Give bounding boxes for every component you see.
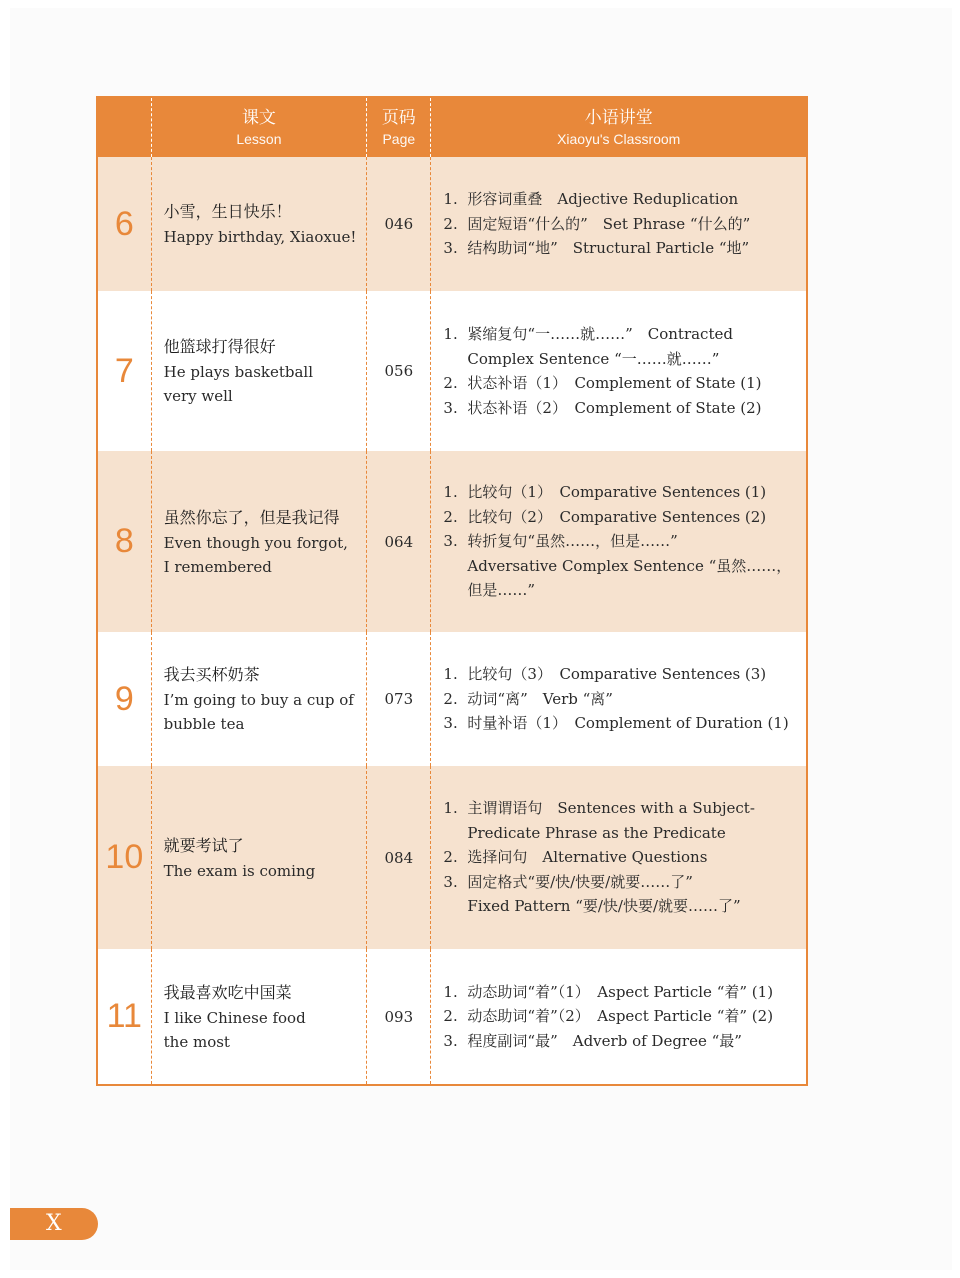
lesson-title-en: Happy birthday, Xiaoxue! <box>163 228 357 246</box>
topic-text: 选择问句 Alternative Questions <box>467 848 708 867</box>
lesson-number: 6 <box>114 204 134 243</box>
lesson-title-zh: 小雪，生日快乐！ <box>163 202 292 221</box>
classroom-topic-item <box>443 371 806 396</box>
classroom-topic-item <box>443 236 806 261</box>
lesson-title-cell <box>151 949 367 1085</box>
classroom-topic-item <box>443 687 806 712</box>
topic-text: 转折复句“虽然……，但是……” Adversative Complex Sentence “虽然……， 但是……” <box>467 532 792 600</box>
header-classroom <box>431 97 807 157</box>
topic-text: 主谓谓语句 Sentences with a Subject- Predicate Phrase as the Predicate <box>467 799 755 842</box>
topic-text: 形容词重叠 Adjective Reduplication <box>467 190 739 209</box>
topic-text: 固定短语“什么的” Set Phrase “什么的” <box>467 214 751 233</box>
classroom-topic-item <box>443 322 806 371</box>
topic-index: 1. <box>443 982 458 1001</box>
classroom-topics-cell <box>431 766 807 949</box>
classroom-topic-item <box>443 662 806 687</box>
lesson-number: 11 <box>106 997 142 1035</box>
lesson-row <box>97 766 807 949</box>
topic-text: 时量补语（1） Complement of Duration (1) <box>467 714 789 733</box>
classroom-topic-list <box>443 187 806 261</box>
header-lesson <box>151 97 367 157</box>
lesson-row <box>97 632 807 766</box>
classroom-topic-item <box>443 796 806 845</box>
lesson-page-number: 064 <box>367 451 431 632</box>
lesson-row <box>97 949 807 1085</box>
header-classroom-en: Xiaoyu's Classroom <box>557 130 681 147</box>
lesson-row <box>97 291 807 451</box>
classroom-topic-item <box>443 870 806 919</box>
topic-text: 状态补语（2） Complement of State (2) <box>467 398 762 417</box>
topic-text: 动词“离” Verb “离” <box>467 689 613 708</box>
lesson-page-number: 084 <box>367 766 431 949</box>
classroom-topic-item <box>443 212 806 237</box>
lesson-title-en: Even though you forgot, I remembered <box>163 533 348 576</box>
lesson-title-en: The exam is coming <box>163 861 316 880</box>
lesson-title-en: He plays basketball very well <box>163 363 314 405</box>
lesson-title-zh: 我最喜欢吃中国菜 <box>163 982 292 1002</box>
classroom-topic-item <box>443 1004 806 1029</box>
classroom-topics-cell <box>431 632 807 766</box>
topic-index: 3. <box>443 1031 458 1050</box>
topic-index: 3. <box>443 714 458 733</box>
topic-index: 2. <box>443 689 458 708</box>
classroom-topic-item <box>443 845 806 870</box>
topic-index: 3. <box>443 872 458 891</box>
topic-index: 1. <box>443 665 458 684</box>
classroom-topic-item <box>443 1029 806 1054</box>
topic-text: 程度副词“最” Adverb of Degree “最” <box>467 1031 742 1050</box>
topic-index: 1. <box>443 483 458 502</box>
classroom-topics-cell <box>431 949 807 1085</box>
classroom-topic-list <box>443 662 806 736</box>
lesson-number: 8 <box>114 522 134 560</box>
lesson-title-zh: 就要考试了 <box>163 835 244 855</box>
classroom-topic-item <box>443 505 806 530</box>
lesson-title-cell <box>151 451 367 632</box>
lesson-title-cell <box>151 632 367 766</box>
topic-index: 2. <box>443 374 458 392</box>
lesson-title-en: I like Chinese food the most <box>163 1008 306 1051</box>
topic-index: 1. <box>443 799 458 818</box>
lesson-number: 9 <box>114 679 134 718</box>
lesson-title-cell <box>151 766 367 949</box>
classroom-topic-item <box>443 980 806 1005</box>
header-lesson-zh: 课文 <box>241 107 276 128</box>
topic-text: 固定格式“要/快/快要/就要……了” Fixed Pattern “要/快/快要/就要……了” <box>467 872 741 916</box>
topic-text: 紧缩复句“一……就……” Contracted Complex Sentence “一……就……” <box>467 325 733 368</box>
topic-index: 3. <box>443 398 458 417</box>
header-classroom-zh: 小语讲堂 <box>584 107 653 128</box>
lesson-page-number: 046 <box>367 157 431 291</box>
topic-index: 1. <box>443 190 458 209</box>
header-page <box>367 97 431 157</box>
classroom-topic-list <box>443 322 806 420</box>
topic-index: 1. <box>443 325 458 343</box>
classroom-topics-cell <box>431 451 807 632</box>
lesson-number: 7 <box>114 351 134 390</box>
classroom-topics-cell <box>431 291 807 451</box>
topic-index: 3. <box>443 239 458 258</box>
page-number-badge: X <box>10 1208 98 1240</box>
topic-text: 状态补语（1） Complement of State (1) <box>467 374 762 392</box>
classroom-topic-item <box>443 480 806 505</box>
classroom-topic-item <box>443 187 806 212</box>
header-number-cell <box>97 97 151 157</box>
topic-index: 2. <box>443 507 458 526</box>
topic-text: 比较句（2） Comparative Sentences (2) <box>467 507 767 526</box>
lesson-row <box>97 451 807 632</box>
topic-index: 2. <box>443 1007 458 1026</box>
topic-text: 比较句（1） Comparative Sentences (1) <box>467 483 767 502</box>
classroom-topic-list <box>443 796 806 919</box>
classroom-topics-cell <box>431 157 807 291</box>
topic-text: 结构助词“地” Structural Particle “地” <box>467 239 750 258</box>
topic-text: 比较句（3） Comparative Sentences (3) <box>467 665 767 684</box>
lesson-page-number: 073 <box>367 632 431 766</box>
lesson-title-zh: 我去买杯奶茶 <box>163 665 260 684</box>
lesson-page-number: 093 <box>367 949 431 1085</box>
lesson-title-cell <box>151 291 367 451</box>
lesson-title-zh: 他篮球打得很好 <box>163 337 276 356</box>
classroom-topic-list <box>443 480 806 603</box>
header-page-zh: 页码 <box>381 107 416 128</box>
classroom-topic-item <box>443 711 806 736</box>
lesson-title-cell <box>151 157 367 291</box>
topic-text: 动态助词“着”（1） Aspect Particle “着” (1) <box>467 982 774 1001</box>
lesson-row <box>97 157 807 291</box>
topic-index: 2. <box>443 214 458 233</box>
header-lesson-en: Lesson <box>236 130 282 147</box>
classroom-topic-item <box>443 529 806 603</box>
lesson-title-zh: 虽然你忘了，但是我记得 <box>163 507 340 527</box>
classroom-topic-item <box>443 396 806 421</box>
lesson-number: 10 <box>105 838 144 876</box>
topic-index: 3. <box>443 532 458 551</box>
contents-table <box>96 96 808 1086</box>
topic-index: 2. <box>443 848 458 867</box>
header-page-en: Page <box>382 130 416 147</box>
topic-text: 动态助词“着”（2） Aspect Particle “着” (2) <box>467 1007 774 1026</box>
classroom-topic-list <box>443 980 806 1054</box>
lesson-page-number: 056 <box>367 291 431 451</box>
table-header-row <box>97 97 807 157</box>
lesson-title-en: I’m going to buy a cup of bubble tea <box>163 691 354 733</box>
